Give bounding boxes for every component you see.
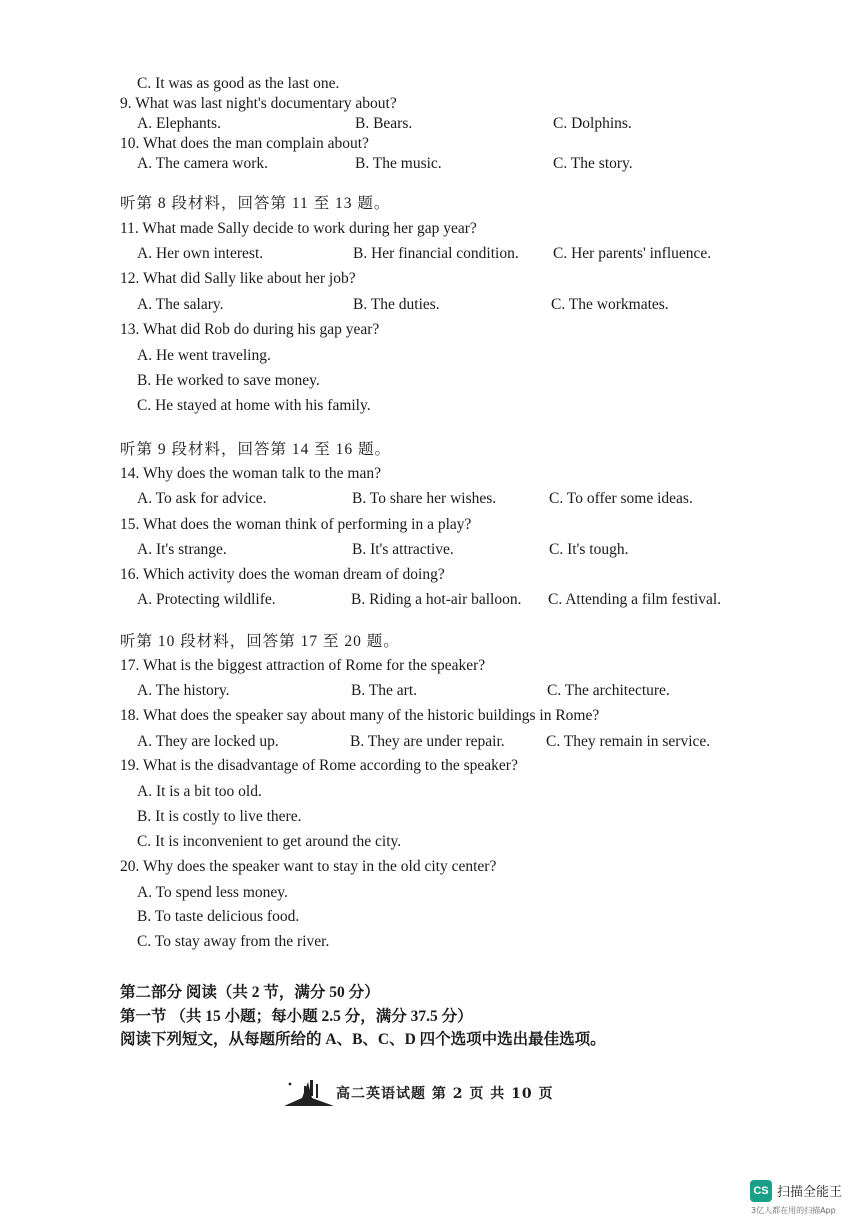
question-12: 12. What did Sally like about her job?	[120, 270, 356, 287]
q11-option-a: A. Her own interest.	[137, 245, 264, 262]
question-10: 10. What does the man complain about?	[120, 135, 369, 152]
q9-option-c: C. Dolphins.	[553, 115, 632, 132]
q12-option-a: A. The salary.	[137, 296, 224, 313]
page-info: 高二英语试题 第 2 页 共 10 页	[336, 1086, 554, 1102]
q15-option-b: B. It's attractive.	[352, 541, 454, 558]
q9-option-a: A. Elephants.	[137, 115, 221, 132]
q10-option-b: B. The music.	[355, 155, 442, 172]
question-14: 14. Why does the woman talk to the man?	[120, 465, 382, 482]
q19-option-b: B. It is costly to live there.	[137, 808, 302, 825]
q19-option-a: A. It is a bit too old.	[137, 783, 262, 800]
q9-option-b: B. Bears.	[355, 115, 413, 132]
q17-option-b: B. The art.	[351, 682, 418, 699]
q20-option-c: C. To stay away from the river.	[137, 933, 330, 950]
q17-option-c: C. The architecture.	[547, 682, 670, 699]
q11-option-b: B. Her financial condition.	[353, 245, 519, 262]
q20-option-b: B. To taste delicious food.	[137, 908, 300, 925]
q14-option-a: A. To ask for advice.	[137, 490, 267, 507]
part-2-title: 第二部分 阅读（共 2 节，满分 50 分）	[120, 984, 380, 1001]
q20-option-a: A. To spend less money.	[137, 884, 288, 901]
watermark-tagline: 3亿人都在用的扫描App	[751, 1206, 836, 1215]
q14-option-c: C. To offer some ideas.	[549, 490, 693, 507]
question-16: 16. Which activity does the woman dream of doing?	[120, 566, 445, 583]
q13-option-b: B. He worked to save money.	[137, 372, 320, 389]
q17-option-a: A. The history.	[137, 682, 230, 699]
q11-option-c: C. Her parents' influence.	[553, 245, 712, 262]
question-13: 13. What did Rob do during his gap year?	[120, 321, 380, 338]
section-9-heading: 听第 9 段材料，回答第 14 至 16 题。	[120, 441, 392, 458]
q12-option-b: B. The duties.	[353, 296, 440, 313]
section-8-heading: 听第 8 段材料，回答第 11 至 13 题。	[120, 195, 391, 212]
q13-option-a: A. He went traveling.	[137, 347, 271, 364]
school-logo-icon	[282, 1076, 336, 1110]
question-18: 18. What does the speaker say about many of the historic buildings in Rome?	[120, 707, 600, 724]
q18-option-a: A. They are locked up.	[137, 733, 279, 750]
question-9: 9. What was last night's documentary about?	[120, 95, 397, 112]
q10-option-c: C. The story.	[553, 155, 633, 172]
q15-option-a: A. It's strange.	[137, 541, 227, 558]
q12-option-c: C. The workmates.	[551, 296, 669, 313]
section-10-heading: 听第 10 段材料，回答第 17 至 20 题。	[120, 633, 400, 650]
watermark-app-name: 扫描全能王	[777, 1185, 843, 1200]
q18-option-b: B. They are under repair.	[350, 733, 505, 750]
question-11: 11. What made Sally decide to work during her gap year?	[120, 220, 477, 237]
q13-option-c: C. He stayed at home with his family.	[137, 397, 371, 414]
question-17: 17. What is the biggest attraction of Rome for the speaker?	[120, 657, 486, 674]
q19-option-c: C. It is inconvenient to get around the city.	[137, 833, 402, 850]
q16-option-b: B. Riding a hot-air balloon.	[351, 591, 522, 608]
q14-option-b: B. To share her wishes.	[352, 490, 497, 507]
question-15: 15. What does the woman think of performing in a play?	[120, 516, 472, 533]
camscanner-logo-icon: CS	[750, 1180, 772, 1202]
q10-option-a: A. The camera work.	[137, 155, 268, 172]
part-2-instruction: 阅读下列短文，从每题所给的 A、B、C、D 四个选项中选出最佳选项。	[120, 1031, 606, 1048]
question-19: 19. What is the disadvantage of Rome according to the speaker?	[120, 757, 518, 774]
q16-option-a: A. Protecting wildlife.	[137, 591, 276, 608]
q8-option-c: C. It was as good as the last one.	[137, 75, 340, 92]
q18-option-c: C. They remain in service.	[546, 733, 711, 750]
q15-option-c: C. It's tough.	[549, 541, 629, 558]
question-20: 20. Why does the speaker want to stay in the old city center?	[120, 858, 497, 875]
q16-option-c: C. Attending a film festival.	[548, 591, 722, 608]
part-2-section-1: 第一节 （共 15 小题；每小题 2.5 分，满分 37.5 分）	[120, 1008, 473, 1025]
